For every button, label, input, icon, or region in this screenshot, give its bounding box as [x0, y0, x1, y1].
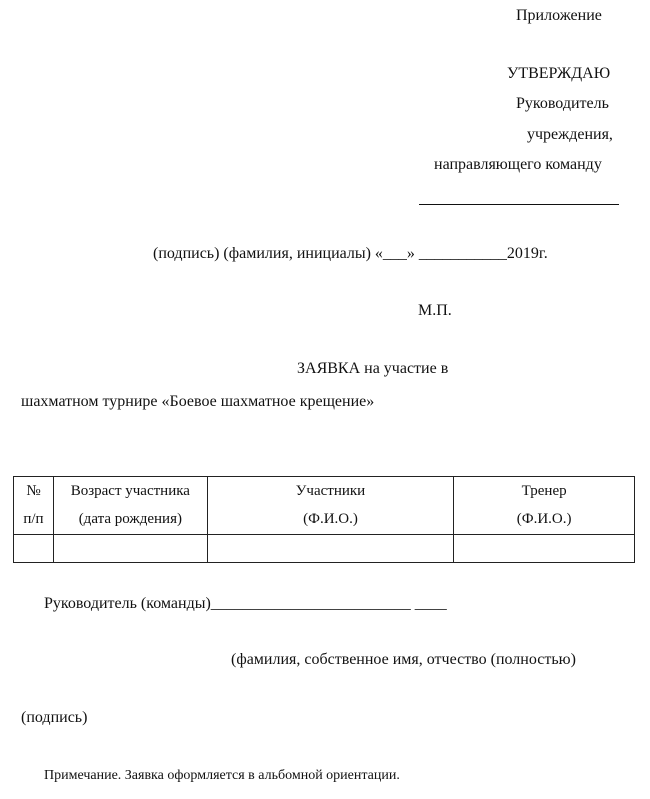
team-head-line: Руководитель (команды)_________________________ ____	[44, 595, 447, 612]
header-subtext: (дата рождения)	[78, 511, 182, 527]
column-header-participants	[207, 477, 454, 535]
appendix-label: Приложение	[516, 7, 602, 24]
table-header-row	[14, 477, 635, 535]
signature-caption: (подпись) (фамилия, инициалы) «___» ___________2019г.	[153, 245, 548, 262]
header-text: Тренер	[521, 483, 567, 499]
column-header-coach	[454, 477, 635, 535]
title-line2: шахматном турнире «Боевое шахматное крещение»	[21, 393, 375, 410]
signature-blank-line	[419, 204, 619, 205]
table-cell[interactable]	[53, 535, 207, 563]
header-subtext: (Ф.И.О.)	[516, 511, 572, 527]
head-title-line1: Руководитель	[516, 95, 609, 112]
application-table	[13, 476, 635, 563]
header-text: Возраст участника	[70, 483, 190, 499]
approve-label: УТВЕРЖДАЮ	[507, 65, 611, 82]
head-title-line2: учреждения,	[527, 126, 613, 143]
seal-label: М.П.	[418, 302, 452, 319]
signature-caption-footer: (подпись)	[21, 709, 88, 726]
header-subtext: (Ф.И.О.)	[303, 511, 358, 527]
column-header-age	[53, 477, 207, 535]
table-row	[14, 535, 635, 563]
table-cell[interactable]	[454, 535, 635, 563]
table-cell[interactable]	[207, 535, 454, 563]
note-text: Примечание. Заявка оформляется в альбомной ориентации.	[44, 768, 400, 783]
header-text: Участники	[295, 483, 366, 499]
column-header-number	[14, 477, 54, 535]
header-subtext: п/п	[23, 511, 44, 527]
fio-caption: (фамилия, собственное имя, отчество (полностью)	[231, 651, 576, 668]
title-line1: ЗАЯВКА на участие в	[297, 360, 449, 377]
header-text: №	[26, 483, 41, 499]
table-cell[interactable]	[14, 535, 54, 563]
head-title-line3: направляющего команду	[434, 156, 602, 173]
